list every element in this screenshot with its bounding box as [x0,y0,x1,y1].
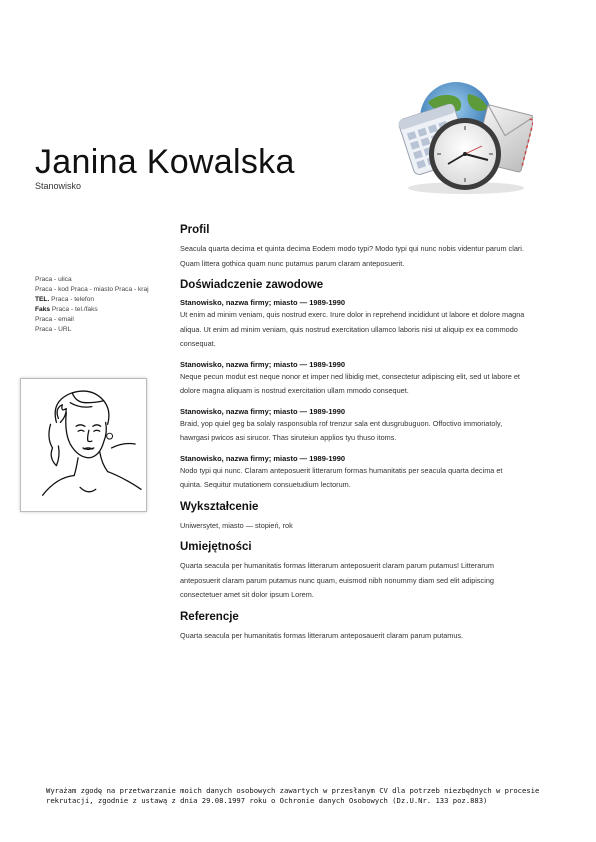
job-description: Nodo typi qui nunc. Claram anteposuerit litterarum formas humanitatis per seacula quarta decima et quinta. Sequitur mutationem consuetudium lectorum. [180,465,503,489]
experience-section [180,279,525,493]
job-title: Stanowisko, nazwa firmy; miasto — 1989-1990 [180,359,346,369]
contact-email: Praca - email [35,316,74,323]
references-text: Quarta seacula per humanitatis formas litterarum anteposauerit claram parum putamus. [180,630,464,640]
skills-section [180,541,525,603]
profile-heading: Profil [180,224,210,236]
contact-city: Praca - kod Praca - miasto Praca - kraj [35,286,149,293]
contact-fax [35,305,170,315]
gdpr-consent-clause: Wyrażam zgodę na przetwarzanie moich danych osobowych zawartych w przesłanym CV dla potrzeb niezbędnych w procesie rekrutacji, zgodnie z ustawą z dnia 29.08.1997 roku o Ochronie danych Osobowych (Dz.U.Nr. 133 poz.883) [46,786,540,805]
contact-info [35,275,170,335]
job-description: Ut enim ad minim veniam, quis nostrud exerc. Irure dolor in reprehend incididunt ut labore et dolore magna aliqua. Ut enim ad minim veniam, quis nostrud exercitation ullamco laboris nisi ut aliquip ex ea commodo consequat. [180,310,525,348]
contact-url: Praca - URL [35,326,72,333]
profile-section [180,224,525,271]
job-position: Stanowisko [35,181,82,191]
main-content [180,224,525,651]
education-heading: Wykształcenie [180,500,259,513]
references-section [180,611,525,644]
experience-heading: Doświadczenie zawodowe [180,279,324,291]
phone-value: Praca - telefon [51,296,95,303]
skills-text: Quarta seacula per humanitatis formas litterarum anteposuerit claram parum putamus! Litterarum anteposuerit claram parum putamus nunc quam, euismod nibh nonummy diam sed elit adipiscing consectetuer amet sit dolor ipsum Lorem. [180,561,494,599]
education-text: Uniwersytet, miasto — stopień, rok [180,520,293,530]
job-description: Braid, yop quiel geg ba solaly rasponsubla rof trenzur sala ent dusgrubuguon. Offoctivo immoriatoly, hawrgasi pwicos asi sirucor. Thas siruteiun applios tyu thuso itoms. [180,418,503,442]
fax-label: Faks [35,306,51,313]
job-entry [180,453,525,493]
job-entry [180,297,525,352]
references-heading: Referencje [180,610,239,623]
job-entry [180,406,525,446]
skills-heading: Umiejętności [180,541,252,553]
fax-value: Praca - tel./faks [51,306,98,313]
job-title: Stanowisko, nazwa firmy; miasto — 1989-1990 [180,453,346,463]
contact-street: Praca - ulica [35,276,72,283]
calendar-clock-globe-icon [398,80,533,195]
job-entry [180,359,525,399]
job-title: Stanowisko, nazwa firmy; miasto — 1989-1990 [180,406,346,416]
education-section [180,501,525,534]
job-title: Stanowisko, nazwa firmy; miasto — 1989-1990 [180,298,346,307]
portrait-photo [20,378,147,512]
job-description: Neque pecun modut est neque nonor et imper ned libidig met, consectetur adipiscing elit, sed ut labore et dolore magna aliquam is nostrud exercitation ullam mmodo consequet. [180,371,520,395]
candidate-name: Janina Kowalska [35,143,295,181]
phone-label: TEL. [35,296,50,303]
contact-phone [35,295,170,305]
profile-text: Seacula quarta decima et quinta decima Eodem modo typi? Modo typi qui nunc nobis videntur parum clari. Quam littera gothica quam nunc putamus parum claram anteposuerit. [180,244,524,268]
